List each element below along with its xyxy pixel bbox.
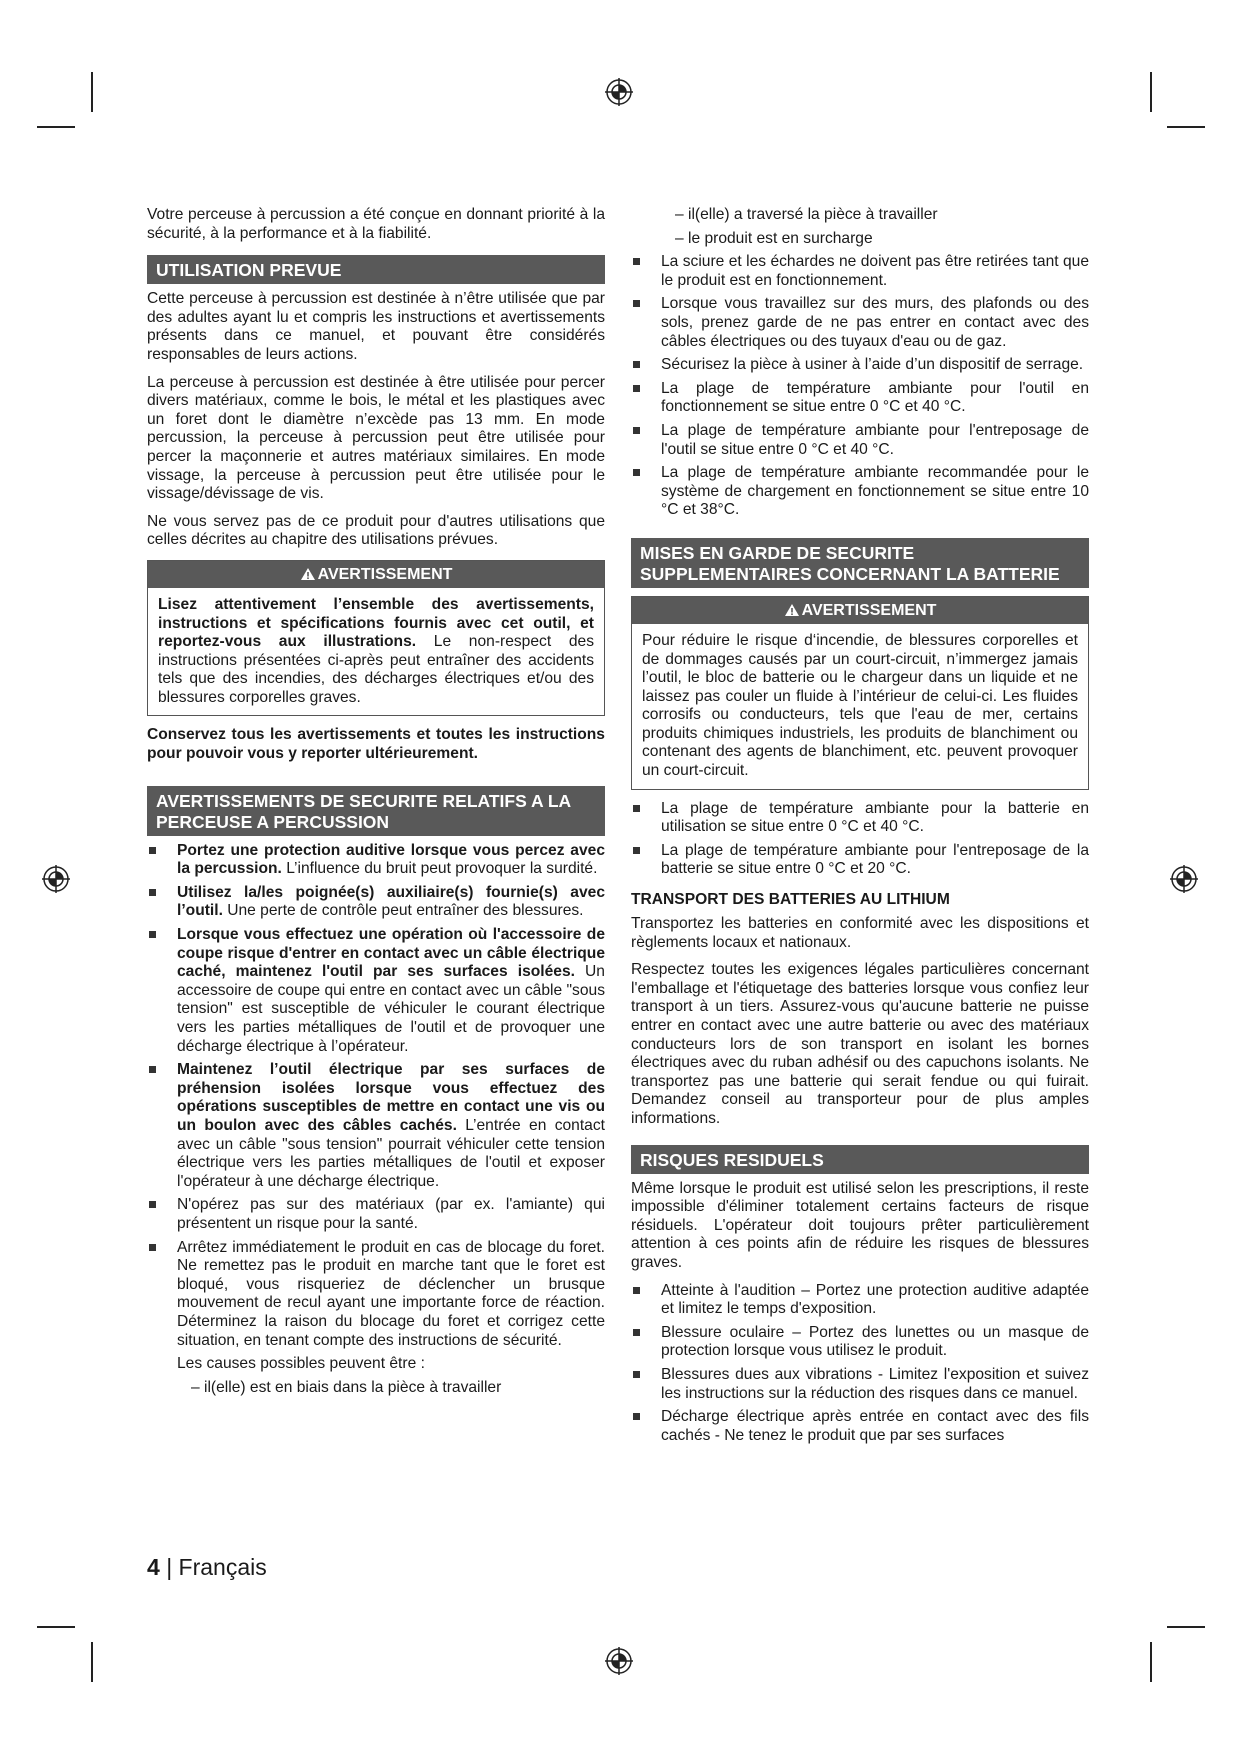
section-header-batterie: MISES EN GARDE DE SECURITE SUPPLEMENTAIRES CONCERNANT LA BATTERIE bbox=[631, 538, 1089, 588]
cause-item: – le produit est en surcharge bbox=[675, 229, 873, 247]
right-column bbox=[631, 206, 1089, 1450]
page-number: 4 bbox=[147, 1554, 160, 1580]
crop-mark bbox=[91, 1642, 93, 1682]
bullet-icon bbox=[633, 258, 640, 265]
risques-paragraph: Même lorsque le produit est utilisé selon les prescriptions, il reste impossible d'éliminer totalement certains facteurs de risque résiduels. L'opérateur doit toujours prêter particulièrement attention à ces points afin de réduire les risques de blessures graves. bbox=[631, 1179, 1089, 1271]
crop-mark bbox=[1150, 1642, 1152, 1682]
transport-paragraph: Respectez toutes les exigences légales particulières concernant l'emballage et l'étiquetage des batteries lorsque vous confiez leur transport à un tiers. Assurez-vous qu'aucune batterie ne puisse entrer en contact avec une autre batterie ou avec des matériaux conducteurs lors de son transport en isolant les bornes électriques avec du ruban adhésif ou des capuchons isolants. Ne transportez pas une batterie qui serait fendue ou qui fuirait. Demandez conseil au transporteur pour de plus amples informations. bbox=[631, 961, 1089, 1127]
bullet-icon bbox=[633, 1413, 640, 1420]
list-item: Arrêtez immédiatement le produit en cas de blocage du foret. Ne remettez pas le produit en marche tant que le foret est bloqué, vous risqueriez de déclencher un brusque mouvement de recul ayant une importante force de réaction. Déterminez la raison du blocage du foret et corrigez cette situation, en tenant compte des instructions de sécurité. bbox=[147, 1239, 605, 1351]
warning-body bbox=[148, 588, 604, 716]
warning-title: AVERTISSEMENT bbox=[148, 561, 604, 588]
section-header-risques: RISQUES RESIDUELS bbox=[631, 1145, 1089, 1174]
right-list bbox=[631, 253, 1089, 520]
crop-mark bbox=[1150, 72, 1152, 112]
registration-mark-icon bbox=[1169, 864, 1199, 894]
crop-mark bbox=[37, 126, 75, 128]
bullet-icon bbox=[633, 385, 640, 392]
causes-intro: Les causes possibles peuvent être : bbox=[177, 1355, 425, 1373]
transport-heading: TRANSPORT DES BATTERIES AU LITHIUM bbox=[631, 891, 950, 909]
bullet-icon bbox=[633, 361, 640, 368]
cause-item: – il(elle) est en biais dans la pièce à travailler bbox=[191, 1378, 502, 1396]
utilisation-paragraph: La perceuse à percussion est destinée à être utilisée pour percer divers matériaux, comme le bois, le métal et les plastiques avec un foret dont le diamètre n’excède pas 13 mm. En mode percussion, la perceuse à percussion peut être utilisée pour percer la maçonnerie et autres matériaux similaires. En mode vissage, la perceuse à percussion peut être utilisée pour le vissage/dévissage de vis. bbox=[147, 373, 605, 503]
list-item: Blessure oculaire – Portez des lunettes ou un masque de protection lorsque vous utilisez le produit. bbox=[631, 1324, 1089, 1361]
list-item: Portez une protection auditive lorsque vous percez avec la percussion. L’influence du bruit peut provoquer la surdité. bbox=[147, 842, 605, 879]
page-footer bbox=[147, 1554, 267, 1581]
list-item: Lorsque vous travaillez sur des murs, des plafonds ou des sols, prenez garde de ne pas entrer en contact avec des câbles électriques ou des tuyaux d'eau ou de gaz. bbox=[631, 295, 1089, 351]
batterie-list bbox=[631, 800, 1089, 879]
bullet-icon bbox=[633, 1287, 640, 1294]
bullet-icon bbox=[149, 889, 156, 896]
list-item: La plage de température ambiante pour l'entreposage de la batterie se situe entre 0 °C et 20 °C. bbox=[631, 842, 1089, 879]
registration-mark-icon bbox=[41, 864, 71, 894]
bullet-icon bbox=[149, 1244, 156, 1251]
warning-text: Lisez attentivement l’ensemble des avertissements, instructions et spécifications fournis avec cet outil, et reportez-vous aux illustrations. Le non-respect des instructions présentées ci-après peut entraîner des accidents tels que des incendies, des décharges électriques et/ou des blessures corporelles graves. bbox=[158, 595, 594, 706]
utilisation-paragraph: Ne vous servez pas de ce produit pour d'autres utilisations que celles décrites au chapitre des utilisations prévues. bbox=[147, 512, 605, 549]
section-header-utilisation: UTILISATION PREVUE bbox=[147, 255, 605, 284]
warning-triangle-icon bbox=[784, 603, 800, 617]
list-item: La plage de température ambiante pour l'entreposage de l'outil se situe entre 0 °C et 40 °C. bbox=[631, 422, 1089, 459]
warning-box bbox=[147, 560, 605, 717]
bullet-icon bbox=[633, 805, 640, 812]
bullet-icon bbox=[633, 1329, 640, 1336]
utilisation-paragraph: Cette perceuse à percussion est destinée à n’être utilisée que par des adultes ayant lu et compris les instructions et avertissements présents dans ce manuel, et pouvant être considérés responsables de leurs actions. bbox=[147, 290, 605, 363]
bullet-icon bbox=[633, 847, 640, 854]
crop-mark bbox=[1167, 126, 1205, 128]
bullet-icon bbox=[149, 1201, 156, 1208]
crop-mark bbox=[37, 1626, 75, 1628]
list-item: La plage de température ambiante pour l'outil en fonctionnement se situe entre 0 °C et 40 °C. bbox=[631, 380, 1089, 417]
list-item: Maintenez l’outil électrique par ses surfaces de préhension isolées lorsque vous effectuez des opérations susceptibles de mettre en contact une vis ou un boulon avec des câbles cachés. L’entrée en contact avec un câble "sous tension" pourrait véhiculer cette tension électrique vers les parties métalliques de l'outil et exposer l'opérateur à une décharge électrique. bbox=[147, 1061, 605, 1191]
bullet-icon bbox=[633, 1371, 640, 1378]
intro-paragraph: Votre perceuse à percussion a été conçue en donnant priorité à la sécurité, à la performance et à la fiabilité. bbox=[147, 206, 605, 242]
list-item: Lorsque vous effectuez une opération où l'accessoire de coupe risque d'entrer en contact avec un câble électrique caché, maintenez l'outil par ses surfaces isolées. Un accessoire de coupe qui entre en contact avec un câble "sous tension" est susceptible de véhiculer le courant électrique vers les parties métalliques de l'outil et de provoquer une décharge électrique à l’opérateur. bbox=[147, 926, 605, 1056]
crop-mark bbox=[1167, 1626, 1205, 1628]
warning-text: Pour réduire le risque d‘incendie, de blessures corporelles et de dommages causés par un court-circuit, n’immergez jamais l’outil, le bloc de batterie ou le chargeur dans un liquide et ne laissez pas couler un fluide à l’intérieur de celui-ci. Les fluides corrosifs ou conducteurs, tels que l'eau de mer, certains produits chimiques industriels, les produits de blanchiment ou contenant des agents de blanchiment, etc. peuvent provoquer un court-circuit. bbox=[642, 631, 1078, 780]
registration-mark-icon bbox=[604, 1646, 634, 1676]
warning-triangle-icon bbox=[300, 567, 316, 581]
list-item: Utilisez la/les poignée(s) auxiliaire(s) fournie(s) avec l’outil. Une perte de contrôle peut entraîner des blessures. bbox=[147, 884, 605, 921]
list-item: Blessures dues aux vibrations - Limitez l'exposition et suivez les instructions sur la réduction des risques dans ce manuel. bbox=[631, 1366, 1089, 1403]
registration-mark-icon bbox=[604, 77, 634, 107]
cause-item: – il(elle) a traversé la pièce à travailler bbox=[675, 206, 938, 223]
list-item: N'opérez pas sur des matériaux (par ex. l'amiante) qui présentent un risque pour la santé. bbox=[147, 1196, 605, 1233]
conservez-paragraph: Conservez tous les avertissements et toutes les instructions pour pouvoir vous y reporter ultérieurement. bbox=[147, 726, 605, 763]
list-item: Atteinte à l'audition – Portez une protection auditive adaptée et limitez le temps d'exposition. bbox=[631, 1282, 1089, 1319]
crop-mark bbox=[91, 72, 93, 112]
bullet-icon bbox=[149, 1066, 156, 1073]
warning-title: AVERTISSEMENT bbox=[632, 597, 1088, 624]
risques-list bbox=[631, 1282, 1089, 1446]
securite-list bbox=[147, 842, 605, 1350]
bullet-icon bbox=[149, 847, 156, 854]
left-column bbox=[147, 206, 605, 1402]
footer-language: | Français bbox=[166, 1554, 267, 1580]
warning-box bbox=[631, 596, 1089, 790]
section-header-securite: AVERTISSEMENTS DE SECURITE RELATIFS A LA PERCEUSE A PERCUSSION bbox=[147, 786, 605, 836]
bullet-icon bbox=[633, 300, 640, 307]
list-item: Décharge électrique après entrée en contact avec des fils cachés - Ne tenez le produit que par ses surfaces bbox=[631, 1408, 1089, 1445]
transport-paragraph: Transportez les batteries en conformité avec les dispositions et règlements locaux et nationaux. bbox=[631, 915, 1089, 951]
list-item: Sécurisez la pièce à usiner à l’aide d’un dispositif de serrage. bbox=[631, 356, 1089, 375]
list-item: La sciure et les échardes ne doivent pas être retirées tant que le produit est en fonctionnement. bbox=[631, 253, 1089, 290]
bullet-icon bbox=[149, 931, 156, 938]
warning-body bbox=[632, 624, 1088, 789]
bullet-icon bbox=[633, 427, 640, 434]
bullet-icon bbox=[633, 469, 640, 476]
list-item: La plage de température ambiante pour la batterie en utilisation se situe entre 0 °C et 40 °C. bbox=[631, 800, 1089, 837]
list-item: La plage de température ambiante recommandée pour le système de chargement en fonctionnement se situe entre 10 °C et 38°C. bbox=[631, 464, 1089, 520]
